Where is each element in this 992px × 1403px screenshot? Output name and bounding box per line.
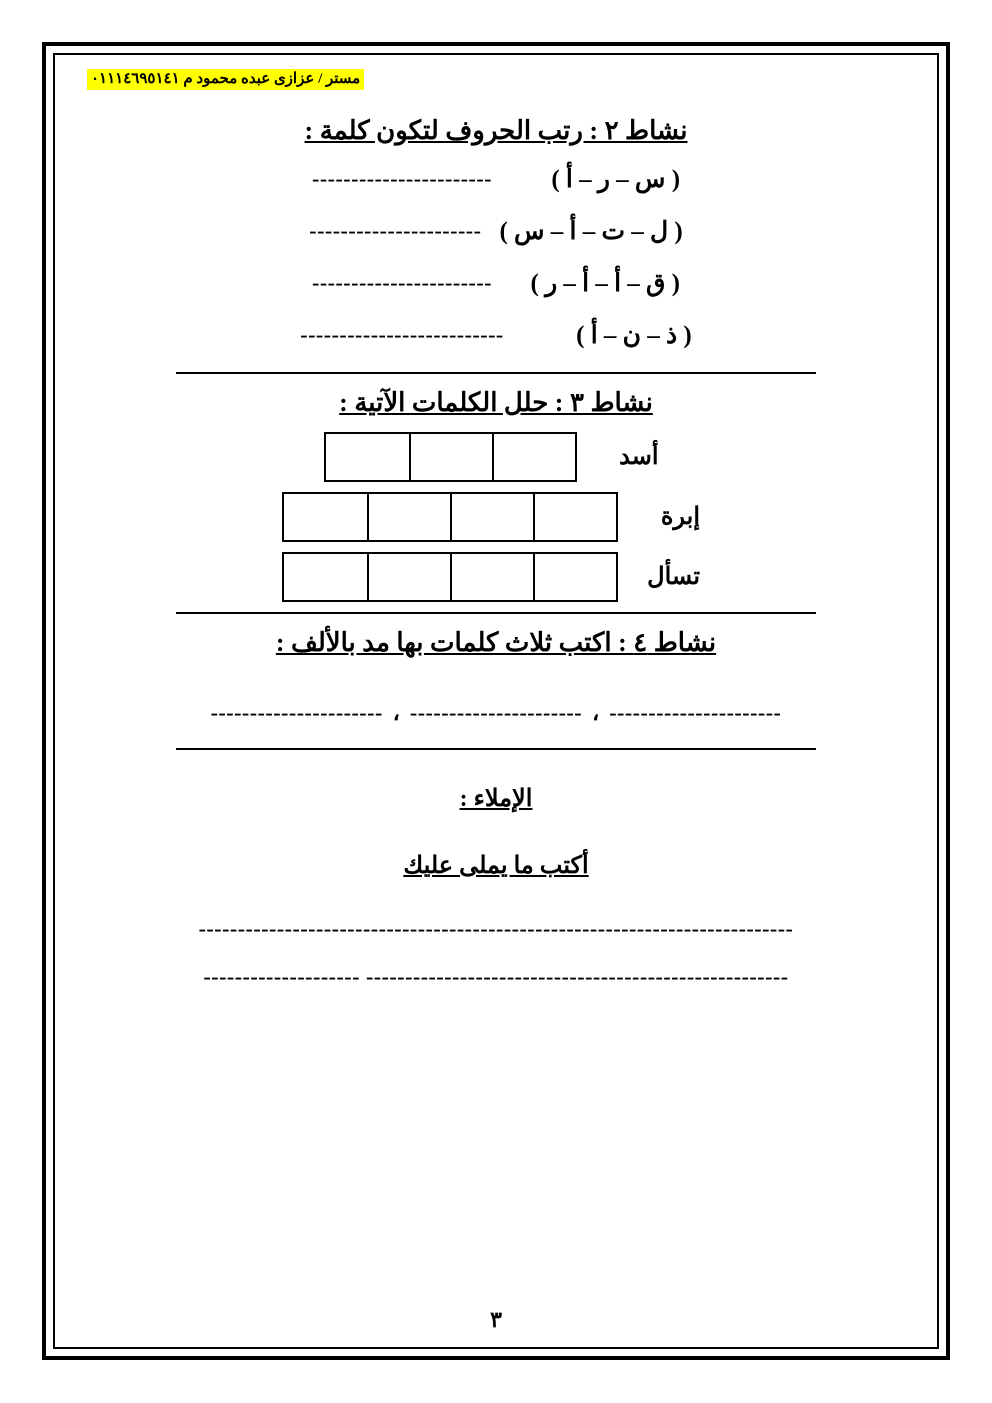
answer-blank[interactable]: ----------------------	[210, 699, 383, 725]
page-inner-border	[53, 53, 939, 1349]
letters-group: ( ذ – ن – أ )	[576, 321, 692, 349]
analysis-cell[interactable]	[409, 434, 492, 480]
analysis-word: أسد	[619, 444, 659, 471]
section-divider	[176, 372, 816, 374]
activity-4-blanks	[85, 700, 907, 726]
activity-2-row	[85, 164, 907, 194]
page-number: ٣	[490, 1307, 502, 1332]
activity-2-heading: نشاط ٢ : رتب الحروف لتكون كلمة :	[304, 115, 688, 145]
activity-3-rows	[85, 432, 907, 602]
analysis-boxes[interactable]	[282, 492, 618, 542]
analysis-cell[interactable]	[284, 554, 367, 600]
answer-blank[interactable]: ----------------------	[409, 699, 583, 725]
answer-blank[interactable]: --------------------------	[300, 321, 504, 347]
analysis-cell[interactable]	[367, 494, 450, 540]
analysis-cell[interactable]	[533, 554, 616, 600]
dictation-title: الإملاء :	[459, 785, 533, 812]
answer-blank[interactable]: ----------------------	[309, 217, 482, 243]
blank-separator: ،	[592, 699, 600, 725]
letters-group: ( ل – ت – أ – س )	[499, 217, 683, 245]
activity-2-row	[85, 216, 907, 246]
analysis-cell[interactable]	[492, 434, 575, 480]
analysis-word: إبرة	[660, 504, 700, 531]
analysis-boxes[interactable]	[324, 432, 577, 482]
analysis-cell[interactable]	[326, 434, 409, 480]
answer-blank[interactable]: ----------------------	[609, 699, 782, 725]
activity-2-rows	[85, 164, 907, 350]
dictation-instruction: أكتب ما يملى عليك	[403, 852, 589, 879]
letters-group: ( س – ر – أ )	[551, 165, 681, 193]
analysis-cell[interactable]	[450, 554, 533, 600]
activity-2-row	[85, 320, 907, 350]
page-content	[55, 55, 937, 1347]
header-stamp-row	[85, 69, 907, 90]
activity-2-row	[85, 268, 907, 298]
page-outer-border	[42, 42, 950, 1360]
analysis-row	[85, 432, 907, 482]
teacher-contact-stamp: مستر / عزازى عبده محمود م ٠١١١٤٦٩٥١٤١	[87, 69, 364, 90]
letters-group: ( ق – أ – أ – ر )	[530, 269, 681, 297]
dictation-line-2[interactable]: ------------------------------------------------------ --------------------	[203, 963, 789, 989]
analysis-word: تسأل	[647, 564, 700, 591]
analysis-row	[85, 492, 907, 542]
analysis-row	[85, 552, 907, 602]
analysis-cell[interactable]	[367, 554, 450, 600]
analysis-cell[interactable]	[284, 494, 367, 540]
answer-blank[interactable]: -----------------------	[312, 269, 493, 295]
activity-4-heading: نشاط ٤ : اكتب ثلاث كلمات بها مد بالألف :	[275, 627, 717, 657]
answer-blank[interactable]: -----------------------	[312, 165, 493, 191]
activity-3-heading: نشاط ٣ : حلل الكلمات الآتية :	[339, 387, 653, 417]
analysis-boxes[interactable]	[282, 552, 618, 602]
dictation-line-1[interactable]: ----------------------------------------------------------------------------	[198, 915, 794, 941]
blank-separator: ،	[392, 699, 400, 725]
section-divider	[176, 612, 816, 614]
analysis-cell[interactable]	[450, 494, 533, 540]
analysis-cell[interactable]	[533, 494, 616, 540]
section-divider	[176, 748, 816, 750]
